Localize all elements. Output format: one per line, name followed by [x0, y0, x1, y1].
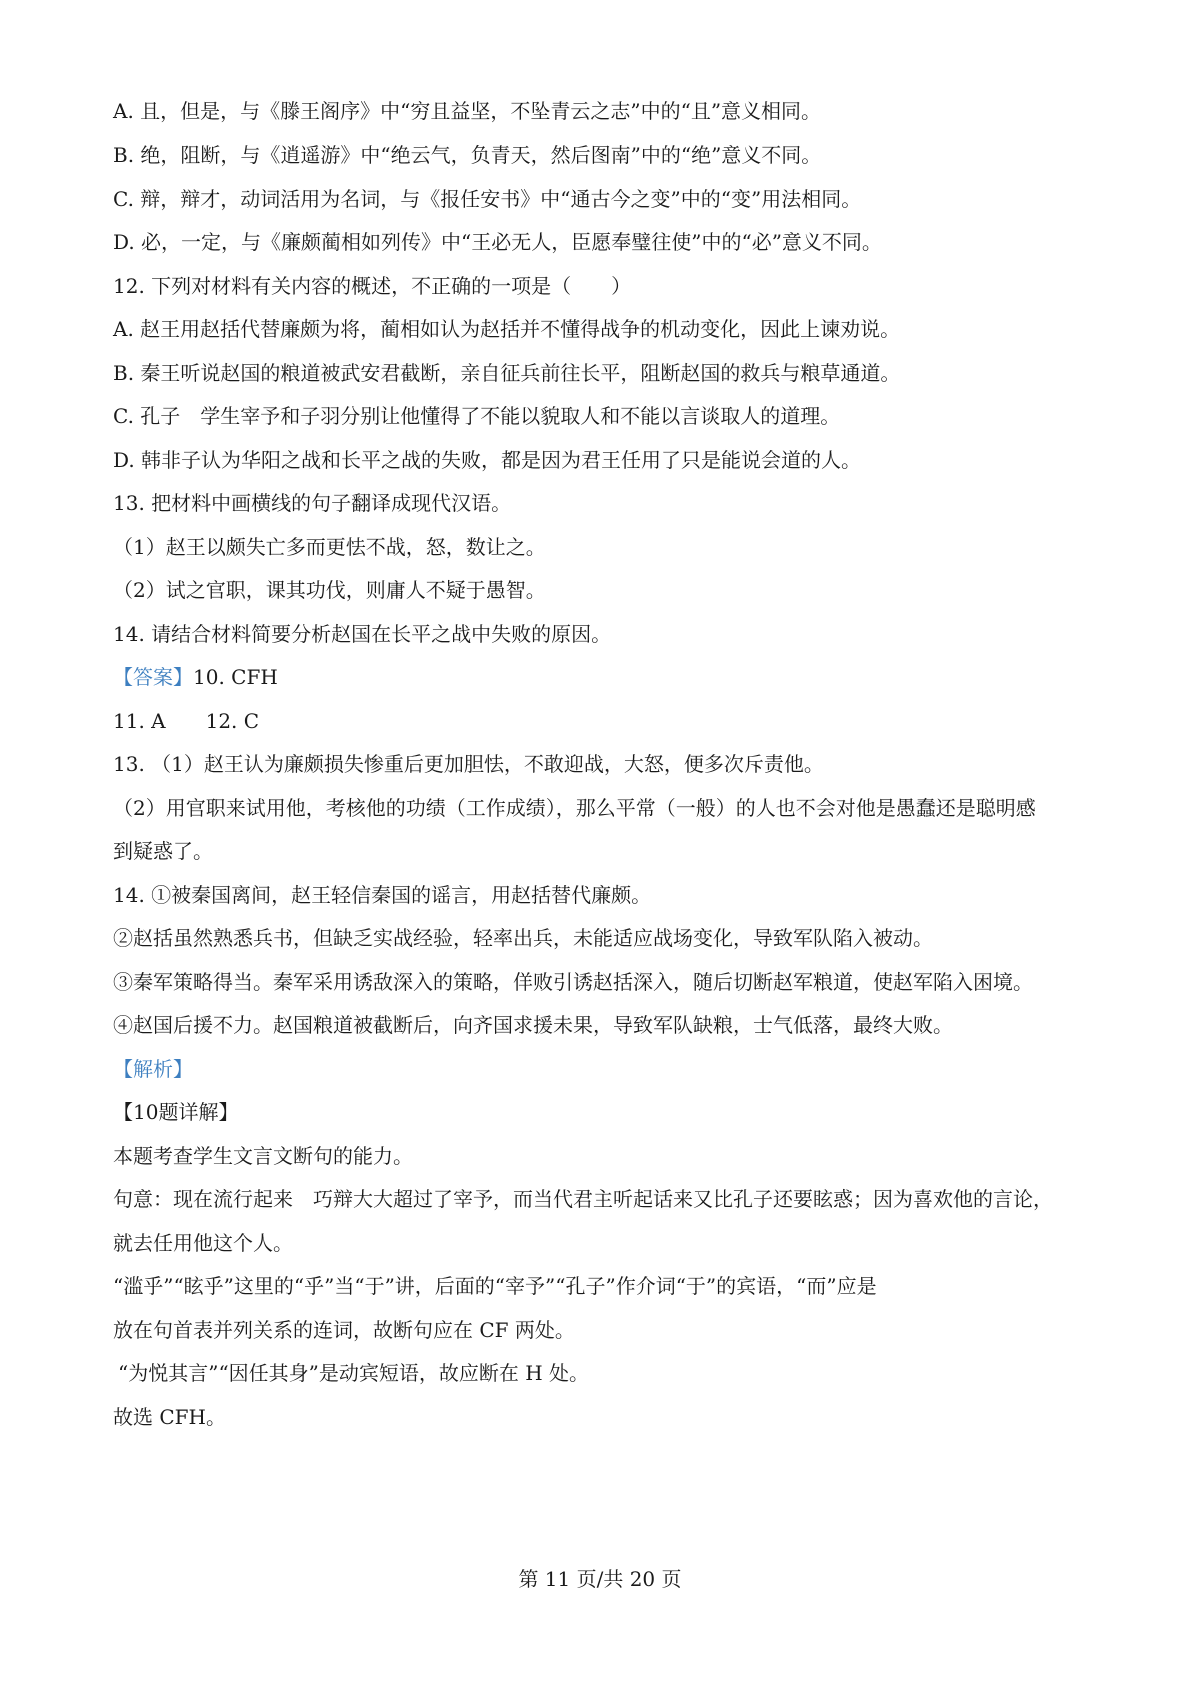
answer-14-3: ③秦军策略得当。秦军采用诱敌深入的策略，佯败引诱赵括深入，随后切断赵军粮道，使赵军陷入困境。	[113, 970, 1033, 994]
analysis-label: 【解析】	[113, 1057, 193, 1081]
page-footer: 第 11 页/共 20 页	[518, 1567, 682, 1591]
q12-option-a: A. 赵王用赵括代替廉颇为将，蔺相如认为赵括并不懂得战争的机动变化，因此上谏劝说。	[113, 317, 901, 341]
analysis-line: “滥乎”“眩乎”这里的“乎”当“于”讲，后面的“宰予”“孔子”作介词“于”的宾语，“而”应是	[113, 1274, 877, 1298]
answer-11-12: 11. A 12. C	[113, 709, 260, 733]
question-12: 12. 下列对材料有关内容的概述，不正确的一项是（ ）	[113, 274, 632, 298]
answer-14-1: 14. ①被秦国离间，赵王轻信秦国的谣言，用赵括替代廉颇。	[113, 883, 652, 907]
answer-14-2: ②赵括虽然熟悉兵书，但缺乏实战经验，轻率出兵，未能适应战场变化，导致军队陷入被动。	[113, 926, 933, 950]
analysis-line: 句意：现在流行起来 巧辩大大超过了宰予，而当代君主听起话来又比孔子还要眩惑；因为喜欢他的言论，	[113, 1187, 1053, 1211]
analysis-line: 就去任用他这个人。	[113, 1231, 293, 1255]
q11-option-c: C. 辩，辩才，动词活用为名词，与《报任安书》中“通古今之变”中的“变”用法相同。	[113, 187, 862, 211]
answer-10: 10. CFH	[193, 665, 278, 689]
q13-sentence-1: （1）赵王以颇失亡多而更怯不战，怒，数让之。	[113, 535, 546, 559]
question-14: 14. 请结合材料简要分析赵国在长平之战中失败的原因。	[113, 622, 612, 646]
answer-line	[113, 663, 278, 691]
answer-14-4: ④赵国后援不力。赵国粮道被截断后，向齐国求援未果，导致军队缺粮，士气低落，最终大败。	[113, 1013, 953, 1037]
analysis-line: 放在句首表并列关系的连词，故断句应在 CF 两处。	[113, 1318, 575, 1342]
question-13: 13. 把材料中画横线的句子翻译成现代汉语。	[113, 491, 512, 515]
answer-13-2: （2）用官职来试用他，考核他的功绩（工作成绩），那么平常（一般）的人也不会对他是愚蠢还是聪明感	[113, 796, 1036, 820]
q13-sentence-2: （2）试之官职，课其功伐，则庸人不疑于愚智。	[113, 578, 546, 602]
q12-option-b: B. 秦王听说赵国的粮道被武安君截断，亲自征兵前往长平，阻断赵国的救兵与粮草通道。	[113, 361, 901, 385]
q11-option-d: D. 必，一定，与《廉颇蔺相如列传》中“王必无人，臣愿奉璧往使”中的“必”意义不同。	[113, 230, 882, 254]
analysis-line: 故选 CFH。	[113, 1405, 226, 1429]
q11-option-b: B. 绝，阻断，与《逍遥游》中“绝云气，负青天，然后图南”中的“绝”意义不同。	[113, 143, 822, 167]
q12-option-d: D. 韩非子认为华阳之战和长平之战的失败，都是因为君王任用了只是能说会道的人。	[113, 448, 862, 472]
analysis-line: 本题考查学生文言文断句的能力。	[113, 1144, 413, 1168]
answer-13-2-cont: 到疑惑了。	[113, 839, 213, 863]
analysis-line: “为悦其言”“因任其身”是动宾短语，故应断在 H 处。	[118, 1361, 590, 1385]
answer-13-1: 13. （1）赵王认为廉颇损失惨重后更加胆怯，不敢迎战，大怒，便多次斥责他。	[113, 752, 824, 776]
answer-label: 【答案】	[113, 665, 193, 689]
analysis-q10-heading: 【10题详解】	[113, 1100, 239, 1124]
q12-option-c: C. 孔子 学生宰予和子羽分别让他懂得了不能以貌取人和不能以言谈取人的道理。	[113, 404, 841, 428]
q11-option-a: A. 且，但是，与《滕王阁序》中“穷且益坚，不坠青云之志”中的“且”意义相同。	[113, 99, 822, 123]
